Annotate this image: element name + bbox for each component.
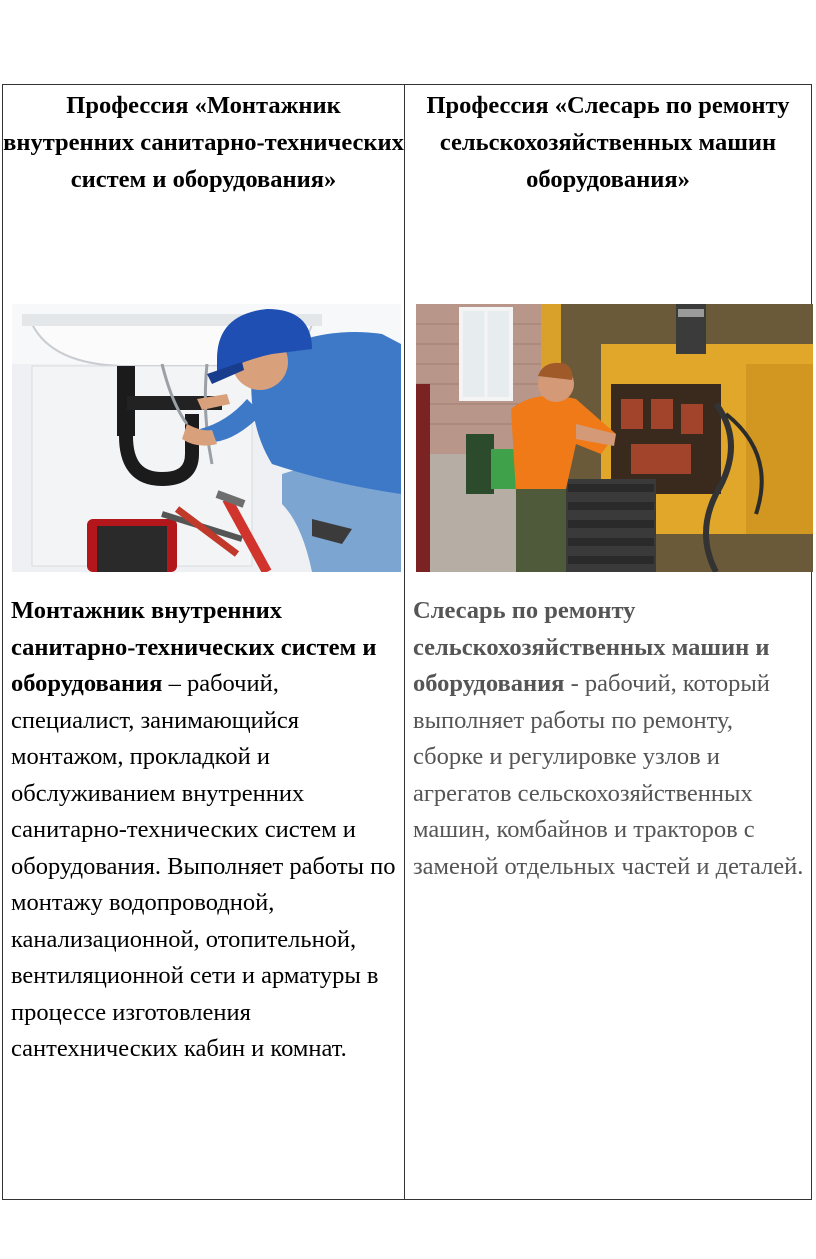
plumber-photo: [12, 304, 401, 572]
mechanic-column: [405, 85, 811, 1199]
mechanic-description-text: рабочий, который выполняет работы по ремонту, сборке и регулировке узлов и агрегатов сельскохозяйственных машин, комбайнов и тракторов с заменой отдельных частей и деталей.: [413, 670, 804, 880]
mechanic-heading: Профессия «Слесарь по ремонту сельскохозяйственных машин оборудования»: [426, 92, 790, 193]
plumber-column: [3, 85, 404, 1199]
plumber-illustration: [12, 304, 401, 572]
mechanic-separator: -: [564, 670, 585, 697]
mechanic-term: Слесарь по ремонту сельскохозяйственных машин и оборудования: [413, 597, 770, 697]
mechanic-photo: [416, 304, 813, 572]
plumber-separator: –: [162, 670, 187, 697]
mechanic-illustration: [416, 304, 813, 572]
plumber-term: Монтажник внутренних санитарно-технических систем и оборудования: [11, 597, 377, 697]
mechanic-description: [413, 593, 809, 885]
plumber-description: [11, 593, 401, 1068]
plumber-heading: Профессия «Монтажник внутренних санитарно-технических систем и оборудования»: [3, 92, 404, 193]
professions-table: [2, 84, 812, 1200]
plumber-description-text: рабочий, специалист, занимающийся монтажом, прокладкой и обслуживанием внутренних санитарно-технических систем и оборудования. Выполняет работы по монтажу водопроводной, канализационной, отопительной, вентиляционной сети и арматуры в процессе изготовления сантехнических кабин и комнат.: [11, 670, 396, 1062]
